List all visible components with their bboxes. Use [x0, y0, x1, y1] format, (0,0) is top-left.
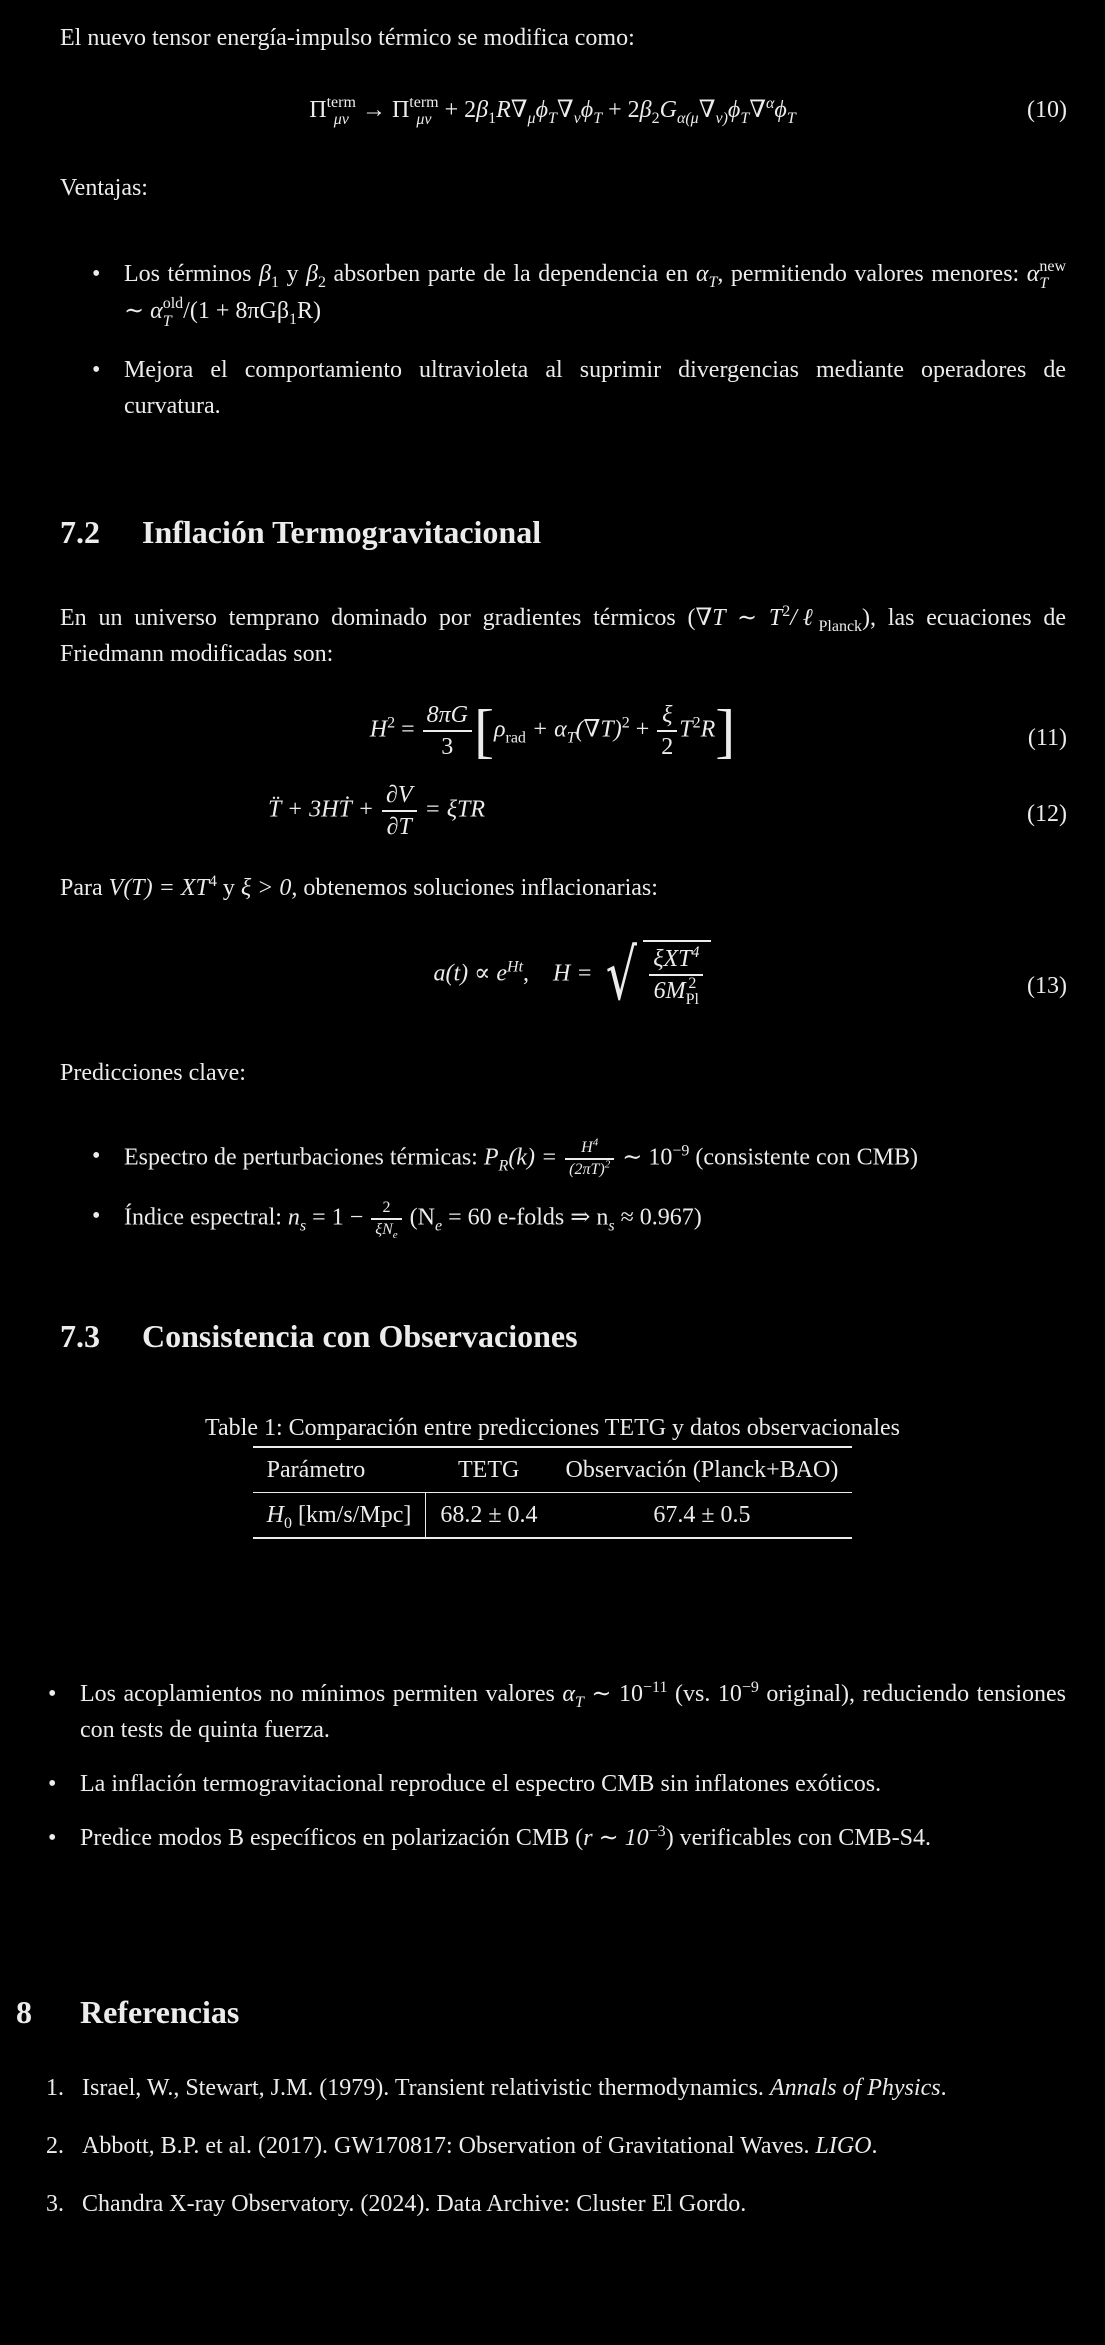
intro-text: El nuevo tensor energía-impulso térmico se modifica como: — [60, 25, 635, 51]
eq10-term-sup: term — [326, 93, 356, 111]
p72-pre: En un universo temprano dominado por gradientes térmicos ( — [60, 605, 696, 631]
tail2: R) — [297, 298, 322, 325]
eq13-comma: , — [523, 960, 530, 987]
paragraph-7-2 — [60, 600, 1066, 672]
bc0-exp: −11 — [643, 1679, 668, 1696]
beta1: β — [259, 261, 271, 287]
bb1-mid2: = 60 e-folds ⇒ n — [442, 1204, 609, 1231]
p72-planck: Planck — [818, 617, 863, 635]
reference-number: 3. — [46, 2191, 64, 2217]
eq13-den-text: 6M — [653, 978, 686, 1004]
beta2-sub: 2 — [318, 273, 327, 291]
eq12-fraction — [382, 780, 417, 842]
bc2-pre: Predice modos B específicos en polarización CMB ( — [80, 1825, 584, 1851]
eq11-r: R — [700, 716, 716, 743]
bb1-post: ≈ 0.967) — [614, 1204, 702, 1231]
p72-sq: 2 — [782, 603, 791, 620]
eq10-pi-2: Π — [391, 97, 410, 123]
pv-post: , obtenemos soluciones inflacionarias: — [291, 875, 658, 901]
header-tetg: TETG — [458, 1457, 520, 1483]
list-item — [16, 1766, 1066, 1802]
cell-unit: [km/s/Mpc] — [292, 1502, 412, 1528]
bullet-text-mid1: y — [279, 261, 307, 287]
bullet-text: Los términos — [124, 261, 260, 287]
equation-11 — [0, 700, 1105, 762]
eq10-beta1-sub: 1 — [488, 109, 497, 127]
eq11-sq2: 2 — [621, 714, 630, 732]
comparison-table — [253, 1446, 853, 1539]
old-sub: T — [162, 312, 172, 330]
eq11-fraction — [423, 700, 472, 762]
eq11-num: 8πG — [426, 702, 468, 728]
equation-13 — [0, 934, 1105, 1016]
list-item — [60, 1198, 1066, 1240]
list-item — [60, 1138, 1066, 1180]
tilde: ∼ — [124, 298, 151, 325]
reference-item — [46, 2128, 1066, 2164]
alpha-old: α — [150, 298, 163, 325]
references-list — [46, 2070, 1066, 2222]
eq13-ht: Ht — [507, 958, 524, 976]
cell-h: H — [266, 1502, 285, 1528]
reference-journal: Annals of Physics — [769, 2075, 941, 2101]
list-item — [60, 352, 1066, 424]
eq10-munu-sub: μν — [333, 111, 349, 129]
section-heading-7-3 — [60, 1312, 578, 1360]
bb1-den-text: ξN — [375, 1221, 393, 1238]
bb1-fraction — [371, 1198, 401, 1240]
tail-sub: 1 — [289, 310, 298, 328]
p72-post: ), las ecuaciones de Friedmann modificadas son: — [60, 605, 1066, 667]
eq10-pi: Π — [309, 97, 327, 123]
eq10-term-sup-2: term — [409, 93, 439, 111]
bullet-icon: • — [48, 1771, 57, 1797]
bb1-n: n — [287, 1204, 300, 1231]
eq10-g: G — [659, 97, 677, 123]
section-heading-8 — [16, 1988, 239, 2036]
bb0-den-sup: 2 — [604, 1158, 611, 1171]
bc0-pre: Los acoplamientos no mínimos permiten valores — [80, 1681, 563, 1707]
eq11-two: 2 — [657, 730, 677, 762]
bb1-s2: s — [608, 1217, 615, 1235]
bullet-icon: • — [92, 261, 101, 287]
eq13-four: 4 — [691, 944, 700, 961]
bullet-text: Mejora el comportamiento ultravioleta al suprimir divergencias mediante operadores de curvatura. — [124, 357, 1066, 420]
eq12-num: ∂V — [385, 782, 413, 808]
bb1-den — [371, 1218, 401, 1240]
eq11-sq3: 2 — [692, 714, 701, 732]
advantages-list — [60, 256, 1066, 424]
alpha-sub: T — [708, 273, 718, 291]
eq11-eq: = — [395, 716, 421, 743]
bb0-mid: ∼ 10 — [616, 1144, 673, 1171]
bullet-icon: • — [92, 1143, 101, 1169]
eq10-nabla2: ∇ — [698, 97, 716, 123]
bb0-k: (k) = — [508, 1144, 564, 1171]
predictions-list — [60, 1138, 1066, 1240]
eq10-t4: T — [786, 109, 796, 127]
bb1-eq: = 1 − — [306, 1204, 370, 1231]
bullet-icon: • — [92, 1203, 101, 1229]
list-item — [60, 256, 1066, 330]
eq11-h-sq: 2 — [387, 714, 396, 732]
section-number: 8 — [16, 1994, 32, 2030]
bb1-e: e — [434, 1217, 443, 1235]
predicciones-label: Predicciones clave: — [60, 1060, 246, 1086]
right-bracket: ] — [715, 698, 736, 764]
eq10-nabla3: ∇ — [749, 97, 766, 123]
bb0-p: P — [483, 1144, 499, 1171]
eq10-phi4: ϕ — [774, 97, 787, 123]
eq10-t3: T — [740, 109, 750, 127]
eq11-xi-frac — [657, 700, 677, 762]
bc0-t: T — [574, 1693, 584, 1711]
eq11-den: 3 — [423, 730, 472, 762]
eq10-phi2: ϕ — [580, 97, 594, 123]
eq10-alpha-sup: α — [766, 95, 775, 112]
p72-ell: /ℓ — [790, 605, 819, 631]
bc0-post: original), reduciendo tensiones con tests de quinta fuerza. — [80, 1681, 1067, 1743]
section-number: 7.3 — [60, 1318, 100, 1354]
section-title: Referencias — [80, 1994, 240, 2030]
sqrt — [599, 934, 712, 1016]
eq13-num — [649, 944, 703, 974]
paragraph-potential — [60, 870, 1066, 906]
eq11-plus2: + — [629, 716, 656, 743]
eq10-plus2: + 2 — [608, 97, 640, 123]
p72-grad: ∇T ∼ T — [695, 605, 783, 631]
bc0-mid: ∼ 10 — [583, 1681, 644, 1707]
bc1-text: La inflación termogravitacional reproduce el espectro CMB sin inflatones exóticos. — [80, 1771, 882, 1797]
left-bracket: [ — [473, 698, 494, 764]
bb1-den-sub: e — [392, 1229, 398, 1242]
eq10-nu-close: ν) — [715, 109, 728, 127]
table-header-row — [253, 1447, 853, 1493]
pv-mid: y — [216, 875, 241, 901]
pv-pre: Para — [60, 875, 109, 901]
bb1-pre: Índice espectral: — [124, 1204, 288, 1231]
bc0-alpha: α — [562, 1681, 575, 1707]
bb0-post: (consistente con CMB) — [689, 1144, 919, 1171]
reference-end: . — [940, 2075, 947, 2101]
beta2: β — [306, 261, 319, 287]
eq10-phi3: ϕ — [727, 97, 741, 123]
eq13-num-text: ξXT — [653, 946, 692, 972]
old-sup: old — [162, 294, 184, 312]
eq13-h: H = — [553, 960, 599, 987]
alpha: α — [695, 261, 709, 287]
header-observacion: Observación (Planck+BAO) — [565, 1457, 839, 1483]
eq10-t1: T — [547, 109, 557, 127]
conclusions-list — [16, 1676, 1066, 1856]
eq13-den — [649, 974, 703, 1008]
bb0-pre: Espectro de perturbaciones térmicas: — [124, 1144, 484, 1171]
reference-item — [46, 2186, 1066, 2222]
pv-xi: ξ > 0 — [240, 875, 292, 901]
eq10-nu: ν — [573, 109, 581, 127]
cell-tetg: 68.2 ± 0.4 — [440, 1502, 538, 1528]
table-caption: Table 1: Comparación entre predicciones TETG y datos observacionales — [205, 1415, 900, 1441]
equation-number: (13) — [1027, 973, 1067, 999]
bullet-icon: • — [48, 1681, 57, 1707]
bb0-fraction — [565, 1138, 614, 1180]
bc0-exp2: −9 — [741, 1679, 759, 1696]
beta1-sub: 1 — [271, 273, 279, 291]
reference-journal: LIGO — [815, 2133, 872, 2159]
bullet-text-mid3: , permitiendo valores menores: — [717, 261, 1027, 287]
reference-number: 2. — [46, 2133, 64, 2159]
eq11-h: H — [369, 716, 388, 743]
equation-number: (10) — [1027, 97, 1067, 123]
eq10-mu: μ — [527, 109, 536, 127]
pv-four: 4 — [208, 873, 217, 890]
section-heading-7-2 — [60, 508, 541, 556]
reference-text: Abbott, B.P. et al. (2017). GW170817: Observation of Gravitational Waves. — [82, 2133, 816, 2159]
reference-item — [46, 2070, 1066, 2106]
list-item — [16, 1820, 1066, 1856]
bb0-den-text: (2πT) — [569, 1161, 605, 1178]
bb0-exp: −9 — [672, 1142, 690, 1160]
tail: /(1 + 8πGβ — [183, 298, 290, 325]
eq13-fraction — [649, 944, 703, 1008]
bc2-post: ) verificables con CMB-S4. — [665, 1825, 931, 1851]
eq10-t2: T — [593, 109, 603, 127]
new-sup: new — [1039, 257, 1067, 275]
bb0-den — [565, 1158, 614, 1180]
eq11-plus: + α — [525, 716, 567, 743]
eq10-beta1: β — [476, 97, 489, 123]
cell-parameter — [253, 1493, 426, 1539]
ventajas-label: Ventajas: — [60, 175, 148, 201]
eq12-rhs: = ξTR — [418, 796, 485, 823]
table-block — [0, 1410, 1105, 1539]
eq10-beta2-sub: 2 — [651, 109, 660, 127]
bc2-r: r ∼ 10 — [583, 1825, 649, 1851]
sqrt-body — [643, 940, 711, 1010]
bullet-icon: • — [48, 1825, 57, 1851]
eq11-t2: T — [679, 716, 693, 743]
eq10-beta2: β — [639, 97, 652, 123]
reference-text: Israel, W., Stewart, J.M. (1979). Transient relativistic thermodynamics. — [82, 2075, 770, 2101]
bb1-num: 2 — [382, 1199, 391, 1216]
section-number: 7.2 — [60, 514, 100, 550]
reference-text: Chandra X-ray Observatory. (2024). Data Archive: Cluster El Gordo. — [82, 2191, 747, 2217]
list-item — [16, 1676, 1066, 1748]
alpha-new: α — [1026, 261, 1040, 287]
eq10-nabla1: ∇ — [556, 97, 574, 123]
bc2-exp: −3 — [648, 1823, 666, 1840]
eq10-phi1: ϕ — [535, 97, 548, 123]
cell-h-sub: 0 — [284, 1514, 293, 1532]
bb0-num-sup: 4 — [592, 1136, 599, 1149]
header-parametro: Parámetro — [266, 1457, 366, 1483]
pv-v: V(T) = XT — [108, 875, 209, 901]
radical-icon: √ — [605, 934, 637, 1016]
equation-number: (11) — [1027, 725, 1067, 751]
reference-number: 1. — [46, 2075, 64, 2101]
bb1-s: s — [299, 1217, 307, 1235]
eq10-arrow: → — [361, 97, 386, 123]
eq13-a: a(t) ∝ e — [433, 960, 508, 987]
table-row — [253, 1493, 853, 1539]
bb0-num-text: H — [581, 1139, 593, 1156]
bb0-r: R — [498, 1157, 509, 1175]
eq11-xi: ξ — [662, 702, 673, 728]
bb0-num — [565, 1138, 614, 1158]
eq10-munu-sub-2: μν — [416, 111, 432, 129]
eq12-den: ∂T — [382, 810, 417, 842]
eq11-grad: (∇T) — [575, 716, 622, 743]
eq11-t: T — [566, 729, 576, 747]
section-title: Consistencia con Observaciones — [142, 1318, 578, 1354]
eq10-alpha-mu: α(μ — [676, 109, 699, 127]
cell-obs: 67.4 ± 0.5 — [653, 1502, 751, 1528]
eq13-pl: Pl — [685, 991, 699, 1009]
reference-end: . — [871, 2133, 878, 2159]
bullet-icon: • — [92, 357, 101, 384]
section-title: Inflación Termogravitacional — [142, 514, 542, 550]
eq11-rho: ρ — [493, 716, 506, 743]
eq13-pl-sq: 2 — [688, 975, 697, 993]
equation-10 — [0, 92, 1105, 129]
eq10-plus1: + 2 — [444, 97, 477, 123]
eq11-rad: rad — [505, 729, 526, 747]
bc0-mid2: (vs. 10 — [667, 1681, 742, 1707]
eq10-r-nabla: R∇ — [496, 97, 528, 123]
new-sub: T — [1039, 275, 1049, 293]
eq12-lhs: T̈ + 3HṪ + — [268, 796, 380, 823]
bb1-mid: (N — [403, 1204, 435, 1231]
equation-number: (12) — [1027, 801, 1067, 827]
bullet-text-mid2: absorben parte de la dependencia en — [326, 261, 696, 287]
